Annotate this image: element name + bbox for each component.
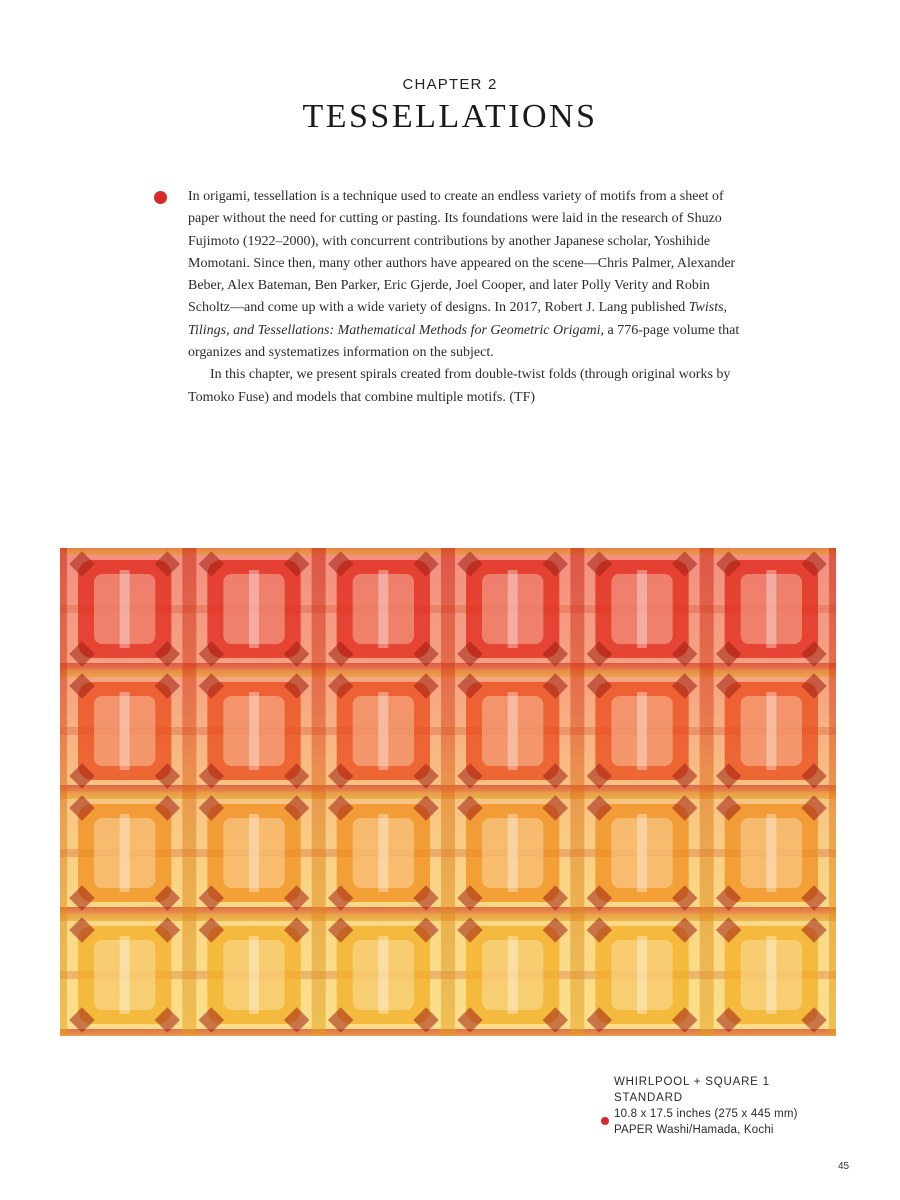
book-title: Twists, Tilings, and Tessellations: Mathematical Methods for Geometric Origami bbox=[188, 300, 728, 338]
caption-dimensions: 10.8 x 17.5 inches (275 x 445 mm) bbox=[614, 1108, 798, 1120]
caption-title-line-2: STANDARD bbox=[614, 1092, 683, 1104]
bullet-dot-icon bbox=[154, 191, 167, 204]
caption-paper: PAPER Washi/Hamada, Kochi bbox=[614, 1124, 774, 1136]
origami-tessellation-image bbox=[60, 548, 836, 1036]
intro-text bbox=[188, 186, 748, 409]
chapter-title: TESSELLATIONS bbox=[302, 98, 598, 135]
page-number: 45 bbox=[838, 1161, 850, 1172]
paragraph-1-text-a: In origami, tessellation is a technique used to create an endless variety of motifs from a sheet of paper without the need for cutting or pasting. Its foundations were laid in the research of Shuzo Fujimoto (1922–2000), with concurrent contributions by another Japanese scholar, Yoshihide Momotani. Since then, many other authors have appeared on the scene—Chris Palmer, Alexander Beber, Alex Bateman, Ben Parker, Eric Gjerde, Joel Cooper, and later Polly Verity and Robin Scholtz—and come up with a wide variety of designs. In 2017, Robert J. Lang published bbox=[188, 189, 736, 316]
intro-paragraph-2: In this chapter, we present spirals created from double-twist folds (through original works by Tomoko Fuse) and models that combine multiple motifs. (TF) bbox=[188, 367, 731, 405]
caption-dot-icon bbox=[601, 1117, 609, 1125]
tessellation-photo bbox=[60, 548, 836, 1036]
intro-paragraph-1 bbox=[188, 186, 748, 364]
paragraph-1-text-b: , a 776-page volume that organizes and systematizes information on the subject. bbox=[188, 322, 740, 361]
caption-title-line-1: WHIRLPOOL + SQUARE 1 bbox=[614, 1076, 770, 1088]
chapter-label: CHAPTER 2 bbox=[402, 76, 498, 93]
photo-caption bbox=[614, 1074, 874, 1138]
